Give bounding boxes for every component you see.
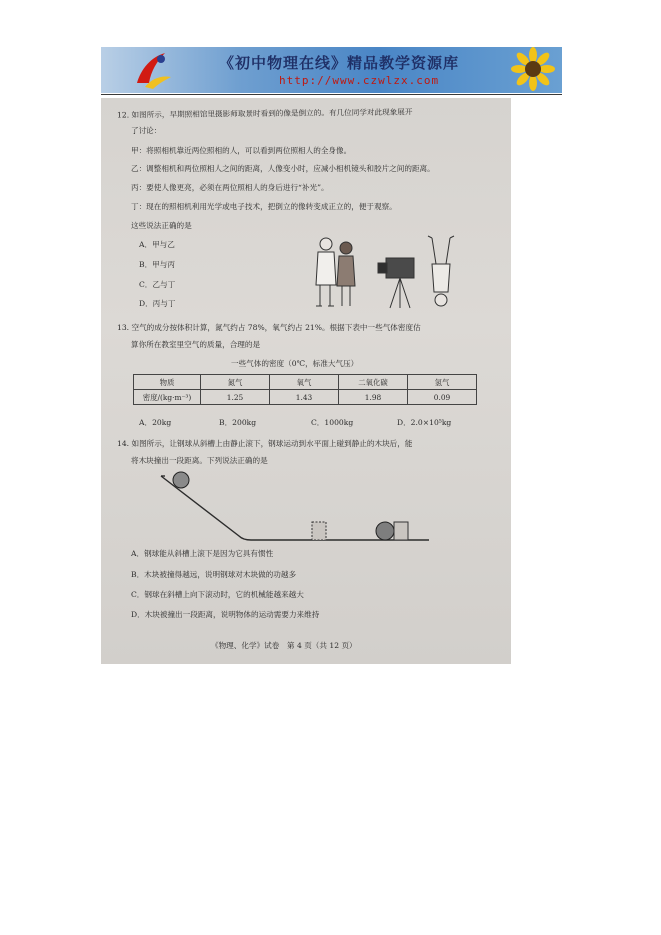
q12-stem-line-2: 了讨论： bbox=[131, 126, 162, 135]
q12-option-b: B．甲与丙 bbox=[139, 260, 175, 269]
camera-scene-illustration bbox=[306, 230, 476, 312]
q13-stem-line-1: 13. 空气的成分按体积计算，氮气约占 78%，氧气约占 21%。根据下表中一些气体密度估 bbox=[117, 323, 421, 332]
table-row-label: 密度/(kg·m⁻³) bbox=[134, 390, 201, 405]
q14-option-b: B．木块被撞得越远，说明钢球对木块做的功越多 bbox=[131, 570, 297, 579]
q12-statement-yi: 乙：调整相机和两位照相人之间的距离，人像变小时，应减小相机镜头和胶片之间的距离。 bbox=[131, 164, 435, 173]
q14-option-c: C．钢球在斜槽上向下滚动时，它的机械能越来越大 bbox=[131, 590, 304, 599]
table-header-cell: 氢气 bbox=[408, 375, 477, 390]
q14-stem-line-1: 14. 如图所示，让钢球从斜槽上由静止滚下，钢球运动到水平面上碰到静止的木块后，能 bbox=[117, 439, 413, 448]
q14-stem-line-2: 将木块撞出一段距离。下列说法正确的是 bbox=[131, 456, 268, 465]
table-header-cell: 物质 bbox=[134, 375, 201, 390]
table-row bbox=[134, 390, 477, 405]
table-header-row bbox=[134, 375, 477, 390]
q13-option-c: C．1000kg bbox=[311, 418, 354, 427]
gas-density-table bbox=[133, 374, 477, 405]
q12-prompt: 这些说法正确的是 bbox=[131, 221, 192, 230]
wooden-block bbox=[394, 522, 408, 540]
table-cell: 1.25 bbox=[201, 390, 270, 405]
site-logo bbox=[131, 49, 175, 91]
steel-ball-on-ramp bbox=[173, 472, 189, 488]
q13-table-caption: 一些气体的密度（0℃，标准大气压） bbox=[231, 359, 359, 368]
banner-title: 《初中物理在线》精品教学资源库 bbox=[219, 54, 460, 72]
wooden-block-dashed bbox=[312, 522, 326, 540]
q14-option-d: D．木块被撞出一段距离，说明物体的运动需要力来维持 bbox=[131, 610, 320, 619]
table-header-cell: 二氧化碳 bbox=[339, 375, 408, 390]
banner-divider bbox=[101, 94, 562, 95]
q12-statement-ding: 丁：现在的照相机利用光学或电子技术，把倒立的像转变成正立的，便于观察。 bbox=[131, 202, 397, 211]
q12-option-a: A．甲与乙 bbox=[139, 240, 175, 249]
q13-option-d: D．2.0×10⁵kg bbox=[397, 418, 452, 427]
q13-stem-line-2: 算你所在教室里空气的质量，合理的是 bbox=[131, 340, 261, 349]
q14-option-a: A．钢球能从斜槽上滚下是因为它具有惯性 bbox=[131, 549, 274, 558]
q12-option-d: D．丙与丁 bbox=[139, 299, 176, 308]
table-cell: 1.98 bbox=[339, 390, 408, 405]
table-cell: 1.43 bbox=[270, 390, 339, 405]
table-header-cell: 氧气 bbox=[270, 375, 339, 390]
table-header-cell: 氮气 bbox=[201, 375, 270, 390]
q12-statement-bing: 丙：要使人像更亮，必须在两位照相人的身后进行“补光”。 bbox=[131, 183, 329, 192]
table-cell: 0.09 bbox=[408, 390, 477, 405]
sunflower-icon bbox=[501, 47, 562, 93]
q12-statement-jia: 甲：将照相机靠近两位照相的人，可以看到两位照相人的全身像。 bbox=[131, 146, 352, 155]
q12-stem-line-1: 12. 如图所示，早期照相馆里摄影师取景时看到的像是倒立的。有几位同学对此现象展开 bbox=[116, 107, 413, 120]
page-footer: 《物理、化学》试卷 第 4 页（共 12 页） bbox=[211, 641, 357, 650]
q13-option-a: A．20kg bbox=[139, 418, 172, 427]
q12-option-c: C．乙与丁 bbox=[139, 280, 176, 289]
q13-option-b: B．200kg bbox=[219, 418, 257, 427]
banner-url[interactable]: http://www.czwlzx.com bbox=[279, 74, 440, 87]
ramp-ball-block-diagram bbox=[159, 470, 434, 548]
site-banner bbox=[101, 47, 562, 93]
exam-page-photo bbox=[101, 98, 511, 664]
steel-ball-on-floor bbox=[376, 522, 394, 540]
